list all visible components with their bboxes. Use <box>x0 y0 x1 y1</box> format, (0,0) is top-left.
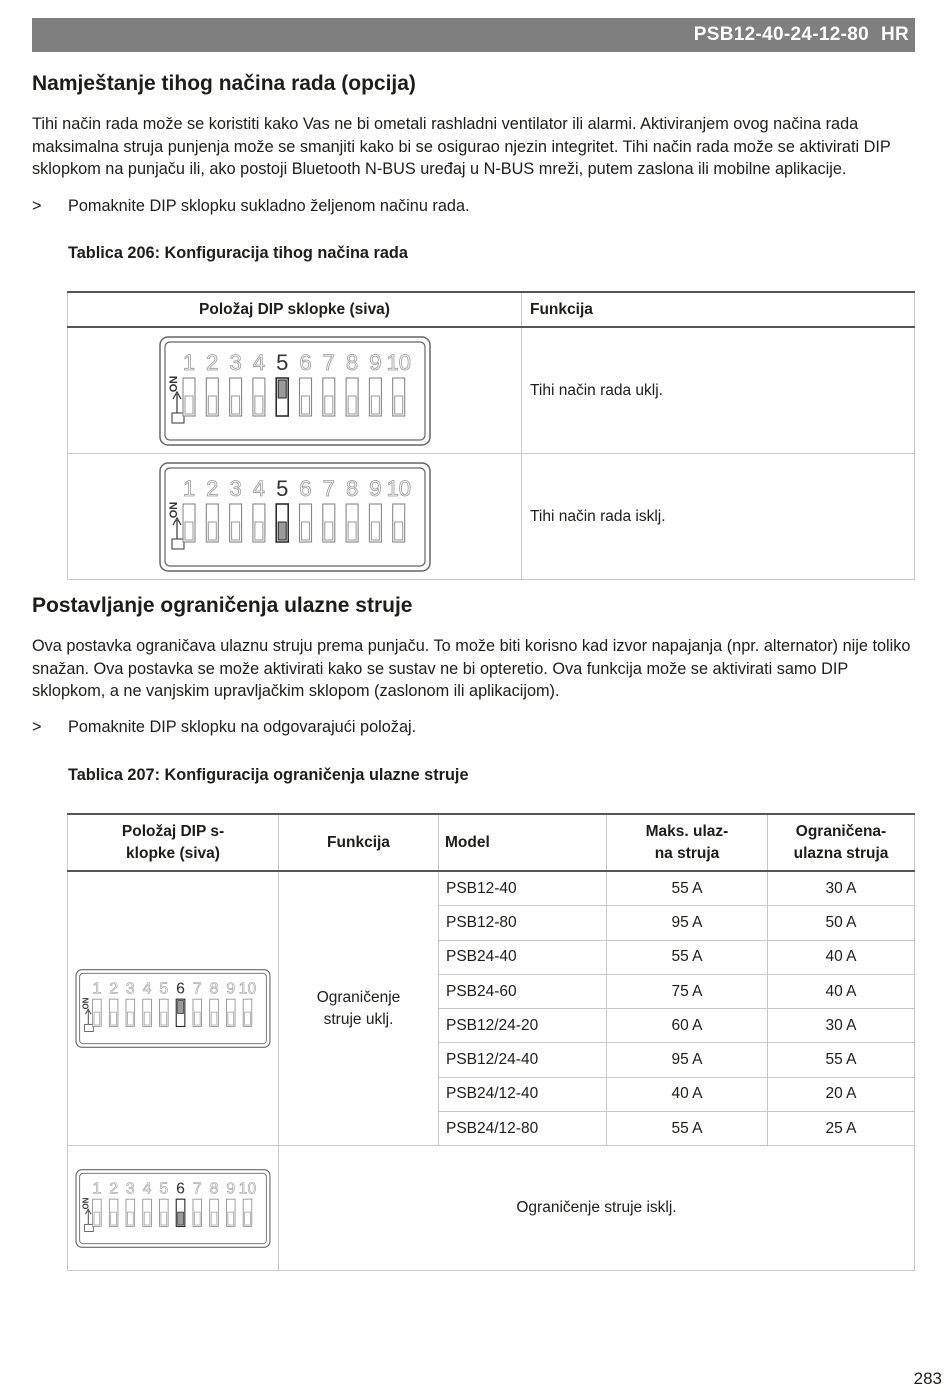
limited-current-cell: 20 A <box>768 1077 915 1111</box>
dip-number: 3 <box>125 1180 135 1198</box>
dip-number: 10 <box>238 1180 257 1198</box>
max-current-cell: 55 A <box>607 871 768 906</box>
section-paragraph-silent-mode: Tihi način rada može se koristiti kako Vas ne bi ometali rashladni ventilator ili alarmi. Aktiviranjem ovog načina rada maksimalna struja punjenja može se smanjiti kako bi se osigurao njezin integritet. Tihi način rada može se aktivirati DIP sklopkom na punjaču ili, ako postoji Bluetooth N-BUS uređaj u N-BUS mreži, putem zaslona ili mobilne aplikacije. <box>32 115 891 178</box>
dip-switch-lever <box>371 396 379 414</box>
dip-switch-lever <box>278 522 286 540</box>
dip-switch-lever <box>348 396 356 414</box>
header-language: HR <box>880 24 909 45</box>
dip-cell <box>68 871 279 1146</box>
dip-number: 2 <box>109 980 118 998</box>
dip-switch-lever <box>324 522 332 540</box>
step-instruction <box>32 718 416 737</box>
limited-current-cell: 30 A <box>768 1009 915 1043</box>
dip-on-label: ON <box>167 375 180 392</box>
max-current-cell: 55 A <box>607 1112 768 1146</box>
dip-switch-lever <box>208 522 216 540</box>
table-input-current-limit <box>67 813 915 1271</box>
model-cell: PSB24-40 <box>439 940 607 974</box>
dip-switch-lever <box>194 1012 200 1025</box>
dip-box <box>85 1024 94 1031</box>
dip-number: 1 <box>92 1180 102 1198</box>
dip-number: 5 <box>159 980 169 998</box>
column-header-function: Funkcija <box>279 814 439 871</box>
table-row <box>68 871 915 906</box>
function-cell: Ograničenje struje isklj. <box>279 1146 915 1271</box>
limited-current-cell: 40 A <box>768 974 915 1008</box>
dip-box <box>85 1224 94 1231</box>
dip-switch-lever <box>161 1212 167 1225</box>
dip-number: 7 <box>192 980 202 998</box>
dip-number: 8 <box>345 349 358 375</box>
step-marker: > <box>32 718 42 736</box>
step-text: Pomaknite DIP sklopku na odgovarajući položaj. <box>68 718 417 736</box>
dip-switch-lever <box>324 396 332 414</box>
dip-switch-lever <box>254 522 262 540</box>
dip-switch-diagram <box>75 980 271 1017</box>
dip-switch-lever <box>228 1012 234 1025</box>
dip-number: 9 <box>226 980 236 998</box>
dip-switch-lever <box>254 396 262 414</box>
column-header-dip: Položaj DIP s- klopke (siva) <box>68 814 279 871</box>
column-header-max-current: Maks. ulaz- na struja <box>607 814 768 871</box>
column-header-limited-current: Ograničena- ulazna struja <box>768 814 915 871</box>
dip-switch-lever <box>301 522 309 540</box>
step-instruction <box>32 197 470 216</box>
table-caption-207: Tablica 207: Konfiguracija ograničenja ulazne struje <box>68 766 469 784</box>
dip-box <box>172 539 184 549</box>
dip-switch-lever <box>94 1212 100 1225</box>
dip-number: 9 <box>368 349 382 375</box>
dip-number: 7 <box>322 349 335 375</box>
model-cell: PSB24/12-40 <box>439 1077 607 1111</box>
dip-switch-lever <box>161 1012 167 1025</box>
dip-switch-lever <box>231 522 239 540</box>
dip-switch-diagram <box>159 349 431 399</box>
dip-switch-lever <box>185 396 193 414</box>
dip-number: 8 <box>345 475 358 501</box>
dip-on-label: ON <box>167 501 180 518</box>
dip-switch-diagram <box>75 1180 271 1216</box>
dip-switch-lever <box>228 1212 234 1225</box>
dip-number: 9 <box>368 475 382 501</box>
dip-switch-lever <box>231 396 239 414</box>
dip-number: 5 <box>159 1180 169 1198</box>
table-row <box>68 1146 915 1271</box>
dip-switch-lever <box>211 1212 217 1225</box>
dip-on-label: ON <box>81 997 91 1010</box>
page-number: 283 <box>913 1369 942 1388</box>
dip-number: 8 <box>209 1180 219 1198</box>
dip-number: 7 <box>192 1180 202 1198</box>
dip-cell <box>68 1146 279 1271</box>
dip-switch-svg <box>75 1169 271 1248</box>
dip-number: 10 <box>385 349 411 375</box>
dip-number: 1 <box>182 349 195 375</box>
dip-switch-lever <box>178 1212 184 1225</box>
limited-current-cell: 50 A <box>768 906 915 940</box>
model-cell: PSB12-80 <box>439 906 607 940</box>
dip-number: 3 <box>228 475 242 501</box>
max-current-cell: 55 A <box>607 940 768 974</box>
dip-switch-lever <box>394 522 402 540</box>
limited-current-cell: 40 A <box>768 940 915 974</box>
section-title-silent-mode: Namještanje tihog načina rada (opcija) <box>32 72 416 95</box>
max-current-cell: 95 A <box>607 906 768 940</box>
header-model: PSB12-40-24-12-80 <box>693 24 869 45</box>
dip-number: 3 <box>125 980 135 998</box>
max-current-cell: 95 A <box>607 1043 768 1077</box>
dip-number: 2 <box>205 475 218 501</box>
model-cell: PSB24/12-80 <box>439 1112 607 1146</box>
dip-cell <box>68 327 522 454</box>
dip-number: 2 <box>205 349 218 375</box>
dip-number: 7 <box>322 475 335 501</box>
dip-switch-lever <box>111 1212 117 1225</box>
table-silent-mode <box>67 291 915 580</box>
dip-switch-lever <box>178 1001 184 1014</box>
max-current-cell: 40 A <box>607 1077 768 1111</box>
dip-number: 3 <box>228 349 242 375</box>
dip-switch-lever <box>394 396 402 414</box>
header-bar <box>32 18 915 52</box>
table-caption-206: Tablica 206: Konfiguracija tihog načina rada <box>68 244 408 262</box>
function-cell: Tihi način rada uklj. <box>522 327 915 454</box>
dip-switch-diagram <box>159 475 431 525</box>
dip-number: 5 <box>275 349 288 375</box>
model-cell: PSB24-60 <box>439 974 607 1008</box>
dip-switch-svg <box>75 969 271 1048</box>
dip-number: 6 <box>176 1180 185 1198</box>
dip-number: 4 <box>142 980 152 998</box>
max-current-cell: 60 A <box>607 1009 768 1043</box>
section-title-input-current: Postavljanje ograničenja ulazne struje <box>32 594 413 617</box>
section-paragraph-input-current: Ova postavka ograničava ulaznu struju prema punjaču. To može biti korisno kad izvor napajanja (npr. alternator) nije toliko snažan. Ova postavka se može aktivirati kako se sustav ne bi opteretio. Ova funkcija može se aktivirati samo DIP sklopkom, a ne vanjskim upravljačkim sklopom (zaslonom ili aplikacijom). <box>32 637 911 700</box>
dip-switch-lever <box>185 522 193 540</box>
dip-number: 1 <box>92 980 102 998</box>
dip-switch-lever <box>278 380 286 398</box>
dip-cell <box>68 454 522 580</box>
dip-switch-lever <box>348 522 356 540</box>
model-cell: PSB12/24-20 <box>439 1009 607 1043</box>
dip-number: 1 <box>182 475 195 501</box>
dip-number: 6 <box>176 980 185 998</box>
dip-number: 8 <box>209 980 219 998</box>
column-header-model: Model <box>439 814 607 871</box>
model-cell: PSB12-40 <box>439 871 607 906</box>
dip-number: 9 <box>226 1180 236 1198</box>
dip-switch-lever <box>194 1212 200 1225</box>
function-cell: Ograničenje struje uklj. <box>279 871 439 1146</box>
dip-number: 5 <box>275 475 288 501</box>
max-current-cell: 75 A <box>607 974 768 1008</box>
limited-current-cell: 30 A <box>768 871 915 906</box>
dip-switch-lever <box>144 1212 150 1225</box>
limited-current-cell: 25 A <box>768 1112 915 1146</box>
dip-number: 4 <box>252 475 265 501</box>
model-cell: PSB12/24-40 <box>439 1043 607 1077</box>
dip-number: 6 <box>298 349 312 375</box>
dip-switch-lever <box>301 396 309 414</box>
table-row <box>68 454 915 580</box>
dip-switch-lever <box>211 1012 217 1025</box>
dip-switch-lever <box>245 1012 251 1025</box>
dip-number: 2 <box>109 1180 118 1198</box>
dip-switch-lever <box>144 1012 150 1025</box>
limited-current-cell: 55 A <box>768 1043 915 1077</box>
dip-switch-lever <box>371 522 379 540</box>
dip-switch-lever <box>111 1012 117 1025</box>
step-text: Pomaknite DIP sklopku sukladno željenom načinu rada. <box>68 197 470 215</box>
column-header-function: Funkcija <box>522 292 915 327</box>
dip-switch-lever <box>127 1012 133 1025</box>
dip-number: 10 <box>238 980 257 998</box>
function-cell: Tihi način rada isklj. <box>522 454 915 580</box>
dip-number: 4 <box>142 1180 152 1198</box>
dip-switch-lever <box>245 1212 251 1225</box>
dip-switch-svg <box>159 336 431 446</box>
column-header-dip: Položaj DIP sklopke (siva) <box>68 292 522 327</box>
dip-switch-lever <box>127 1212 133 1225</box>
dip-box <box>172 413 184 423</box>
step-marker: > <box>32 197 42 215</box>
dip-number: 4 <box>252 349 265 375</box>
dip-on-label: ON <box>81 1197 91 1210</box>
dip-number: 6 <box>298 475 312 501</box>
dip-switch-lever <box>208 396 216 414</box>
dip-number: 10 <box>385 475 411 501</box>
dip-switch-lever <box>94 1012 100 1025</box>
table-row <box>68 327 915 454</box>
dip-switch-svg <box>159 462 431 572</box>
